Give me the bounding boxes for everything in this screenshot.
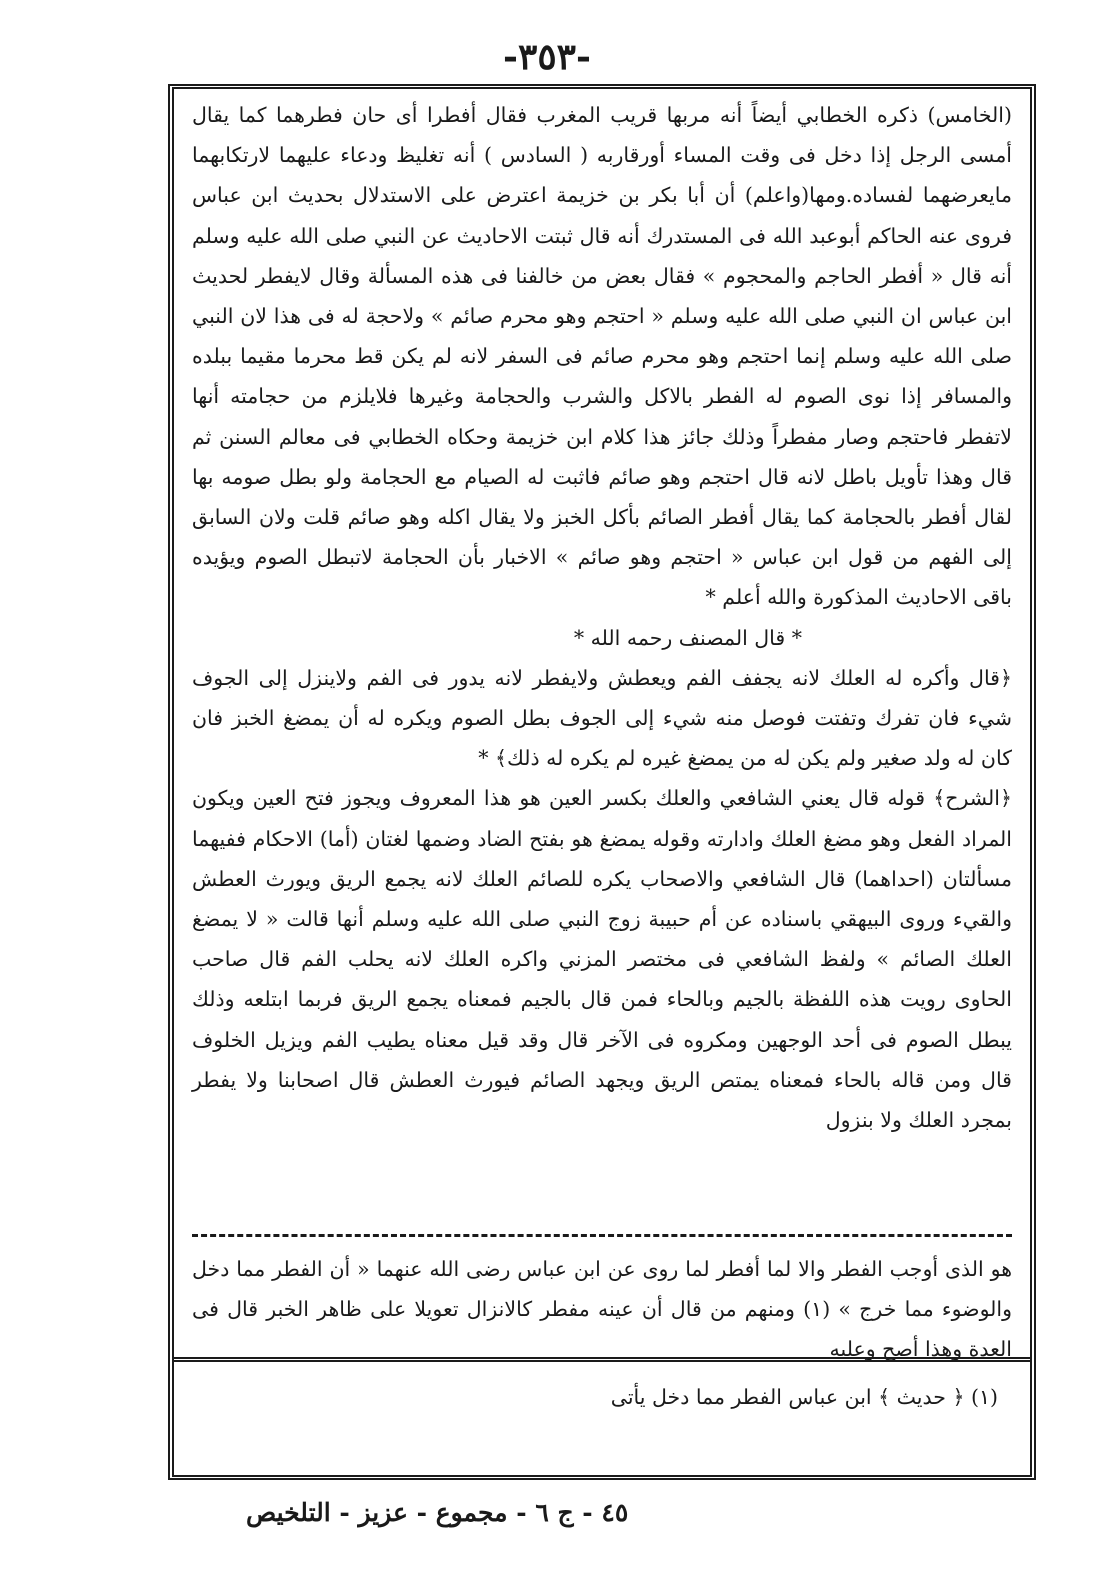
footnote-divider	[192, 1234, 1012, 1237]
footnote-reference: (١) ﴿ حديث ﴾ ابن عباس الفطر مما دخل يأتى	[610, 1385, 998, 1409]
section-heading: * قال المصنف رحمه الله *	[573, 625, 802, 650]
page-frame	[168, 84, 1036, 1480]
paragraph-sharh: ﴿الشرح﴾ قوله قال يعني الشافعي والعلك بكسر العين هو هذا المعروف ويجوز فتح العين ويكون المراد الفعل وهو مضغ العلك وادارته وقوله يمضغ هو بفتح الضاد وضمها لغتان (أما) الاحكام ففيهما مسألتان (احداهما) قال الشافعي والاصحاب يكره للصائم العلك لانه يجمع الريق ويورث العطش والقيء وروى البيهقي باسناده عن أم حبيبة زوج النبي صلى الله عليه وسلم أنها قالت « لا يمضغ العلك الصائم » ولفظ الشافعي فى مختصر المزني واكره العلك لانه يحلب الفم قال صاحب الحاوى رويت هذه اللفظة بالجيم وبالحاء فمن قال بالجيم فمعناه يجمع الريق فربما ابتلعه وذلك يبطل الصوم فى أحد الوجهين ومكروه فى الآخر قال وقد قيل معناه يطيب الفم ويزيل الخلوف قال ومن قاله بالحاء فمعناه يمتص الريق ويجهد الصائم فيورث العطش قال اصحابنا ولا يفطر بمجرد العلك ولا بنزول	[192, 786, 1012, 1133]
page-number: -٣٥٣-	[503, 36, 591, 78]
paragraph-matn: ﴿قال وأكره له العلك لانه يجفف الفم ويعطش ولايفطر لانه يدور فى الفم ولاينزل إلى الجوف شيء فان تفرك وتفتت فوصل منه شيء إلى الجوف بطل الصوم ويكره له أن يمضغ الخبز فان كان له ولد صغير ولم يكن له من يمضغ غيره لم يكره له ذلك﴾ *	[192, 665, 1012, 771]
footnote-commentary: هو الذى أوجب الفطر والا لما أفطر لما روى عن ابن عباس رضى الله عنهما « أن الفطر مما دخل والوضوء مما خرج » (١) ومنهم من قال أن عينه مفطر كالانزال تعويلا على ظاهر الخبر قال فى العدة وهذا أصح وعليه	[192, 1257, 1012, 1361]
main-text	[192, 95, 1012, 1140]
paragraph-commentary: (الخامس) ذكره الخطابي أيضاً أنه مربها قريب المغرب فقال أفطرا أى حان فطرهما كما يقال أمسى الرجل إذا دخل فى وقت المساء أورقاربه ( السادس ) أنه تغليظ ودعاء عليهما لارتكابهما مايعرضهما لفساده.ومها(واعلم) أن أبا بكر بن خزيمة اعترض على الاستدلال بحديث ابن عباس فروى عنه الحاكم أبوعبد الله فى المستدرك أنه قال ثبتت الاحاديث عن النبي صلى الله عليه وسلم أنه قال « أفطر الحاجم والمحجوم » فقال بعض من خالفنا فى هذه المسألة وقال لايفطر لحديث ابن عباس ان النبي صلى الله عليه وسلم « احتجم وهو محرم صائم » ولاحجة له فى هذا لان النبي صلى الله عليه وسلم إنما احتجم وهو محرم صائم فى السفر لانه لم يكن قط محرما مقيما ببلده والمسافر إذا نوى الصوم له الفطر بالاكل والشرب والحجامة وغيرها فلايلزم من حجامته أنها لاتفطر فاحتجم وصار مفطراً وذلك جائز هذا كلام ابن خزيمة وحكاه الخطابي فى معالم السنن ثم قال وهذا تأويل باطل لانه قال احتجم وهو صائم فاثبت له الصيام مع الحجامة ولو بطل صومه بها لقال أفطر بالحجامة كما يقال أفطر الصائم بأكل الخبز ولا يقال اكله وهو صائم قلت ولان السابق إلى الفهم من قول ابن عباس « احتجم وهو صائم » الاخبار بأن الحجامة لاتبطل الصوم ويؤيده باقى الاحاديث المذكورة والله أعلم *	[192, 103, 1012, 610]
running-footer: ٤٥ - ج ٦ - مجموع - عزيز - التلخيص	[246, 1498, 629, 1527]
note-divider	[174, 1357, 1030, 1362]
